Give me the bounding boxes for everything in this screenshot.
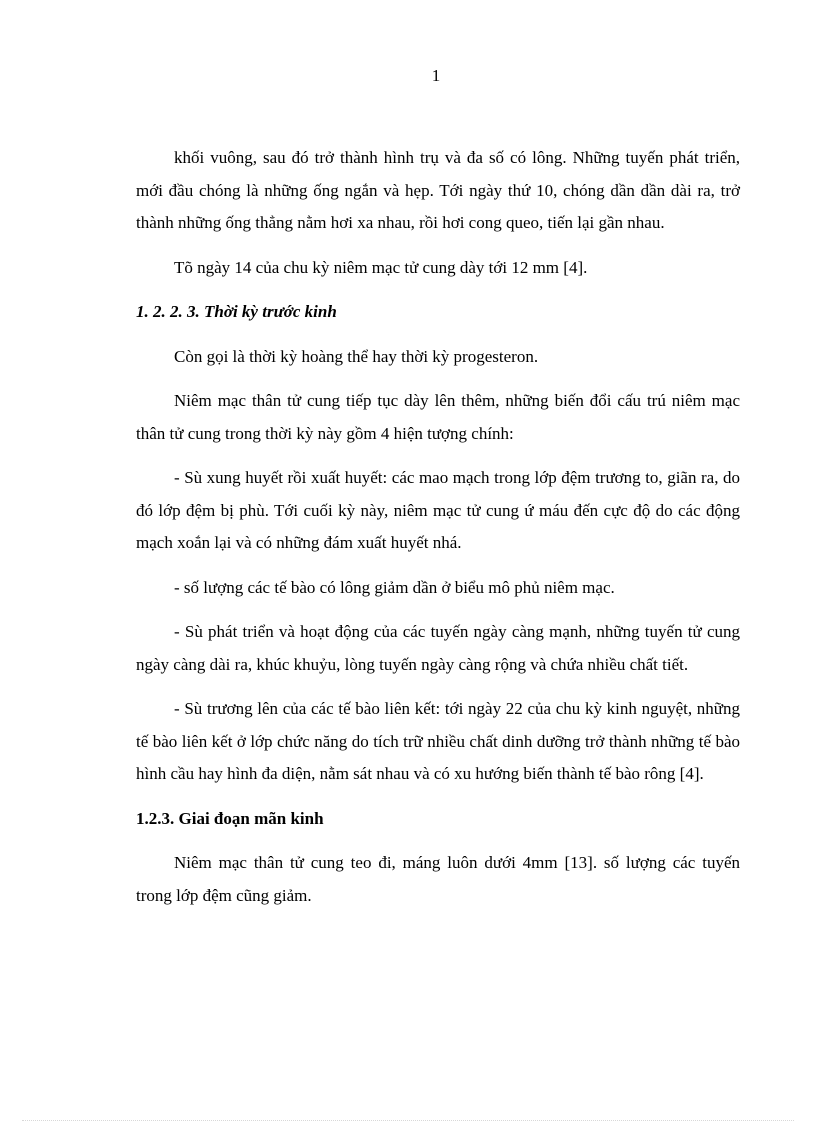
paragraph: khối vuông, sau đó trở thành hình trụ và đa số có lông. Những tuyến phát triển, mới đầu chóng là những ống ngắn và hẹp. Tới ngày thứ 10, chóng dần dần dài ra, trở thành những ống thẳng nằm hơi xa nhau, rồi hơi cong queo, tiến lại gần nhau. bbox=[136, 148, 740, 232]
paragraph: Niêm mạc thân tử cung teo đi, máng luôn dưới 4mm [13]. số lượng các tuyến trong lớp đệm cũng giảm. bbox=[136, 853, 740, 905]
list-paragraph: - Sù phát triển và hoạt động của các tuyến ngày càng mạnh, những tuyến tử cung ngày càng dài ra, khúc khuỷu, lòng tuyến ngày càng rộng và chứa nhiều chất tiết. bbox=[136, 622, 740, 674]
page-number: 1 bbox=[431, 66, 441, 85]
paragraph: Còn gọi là thời kỳ hoàng thể hay thời kỳ progesteron. bbox=[174, 346, 539, 366]
paragraph: Niêm mạc thân tử cung tiếp tục dày lên thêm, những biến đổi cấu trú niêm mạc thân tử cung trong thời kỳ này gồm 4 hiện tượng chính: bbox=[136, 391, 740, 443]
list-paragraph: - số lượng các tế bào có lông giảm dần ở biểu mô phủ niêm mạc. bbox=[174, 577, 615, 597]
page-bottom-divider bbox=[22, 1120, 794, 1121]
section-heading: 1. 2. 2. 3. Thời kỳ trước kinh bbox=[136, 302, 337, 321]
document-body bbox=[136, 142, 740, 924]
list-paragraph: - Sù trương lên của các tế bào liên kết: tới ngày 22 của chu kỳ kinh nguyệt, những tế bào liên kết ở lớp chức năng do tích trữ nhiều chất dinh dưỡng trở thành những tế bào hình cầu hay hình đa diện, nằm sát nhau và có xu hướng biến thành tế bào rông [4]. bbox=[136, 699, 740, 783]
section-heading: 1.2.3. Giai đoạn mãn kinh bbox=[136, 808, 324, 828]
list-paragraph: - Sù xung huyết rồi xuất huyết: các mao mạch trong lớp đệm trương to, giãn ra, do đó lớp đệm bị phù. Tới cuối kỳ này, niêm mạc tử cung ứ máu đến cực độ do các động mạch xoắn lại và có những đám xuất huyết nhá. bbox=[136, 468, 740, 552]
paragraph: Tõ ngày 14 của chu kỳ niêm mạc tử cung dày tới 12 mm [4]. bbox=[174, 257, 588, 277]
